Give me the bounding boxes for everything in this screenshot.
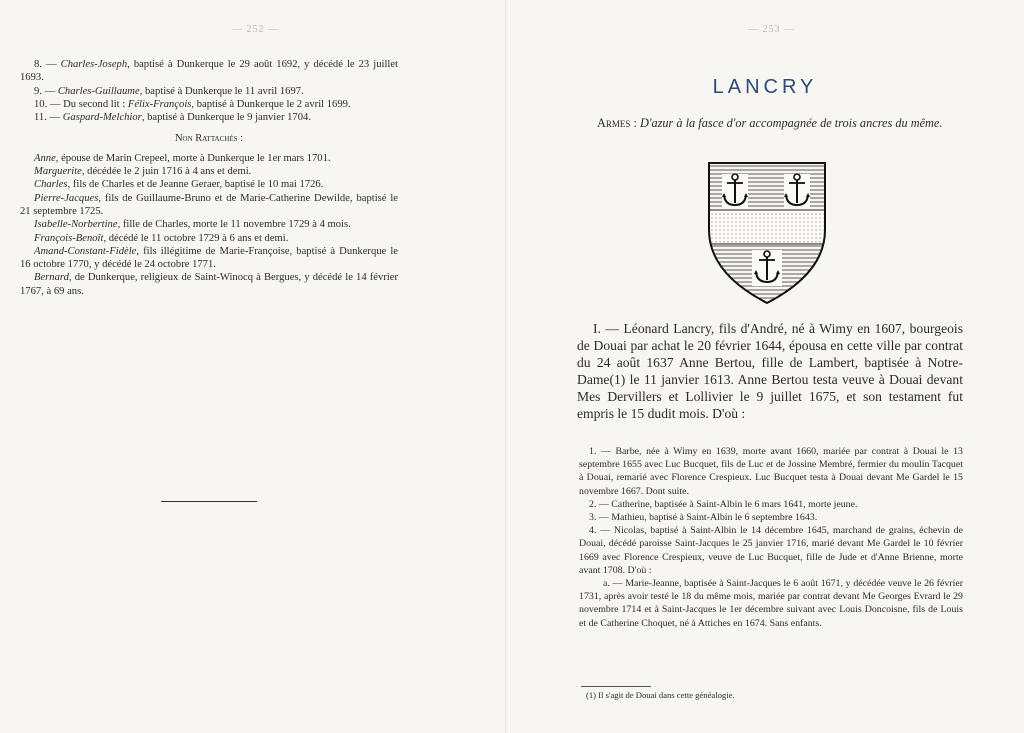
children-list: [579, 445, 963, 630]
armes-text: D'azur à la fasce d'or accompagnée de trois ancres du même.: [636, 116, 943, 130]
left-page: [0, 0, 506, 733]
entry-10: 10. — Du second lit : Félix-François, baptisé à Dunkerque le 2 avril 1699.: [34, 98, 351, 110]
nr-isabelle: Isabelle-Norbertine, fille de Charles, morte le 11 novembre 1729 à 4 mois.: [34, 219, 351, 231]
entry-8: 8. — Charles-Joseph, baptisé à Dunkerque le 29 août 1692, y décédé le 23 juillet 1693.: [20, 59, 398, 84]
family-title: LANCRY: [712, 76, 818, 98]
child-1: 1. — Barbe, née à Wimy en 1639, morte avant 1660, mariée par contrat à Douai le 13 septembre 1655 avec Luc Bucquet, fils de Luc et de Jossine Membré, fermier du moulin Tacquet à Douai, remarié avec Florence Crespieux. Luc Bucquet testa à Douai devant Me Gardel le 15 novembre 1667. Dont suite.: [579, 446, 963, 497]
nr-bernard: Bernard, de Dunkerque, religieux de Saint-Winocq à Bergues, y décédé le 14 février 1767, à 69 ans.: [20, 272, 398, 297]
coat-of-arms-shield-icon: [706, 160, 828, 306]
right-folio: — 253 —: [748, 24, 795, 35]
entry-9: 9. — Charles-Guillaume, baptisé à Dunkerque le 11 avril 1697.: [34, 85, 304, 97]
entry-11: 11. — Gaspard-Melchior, baptisé à Dunkerque le 9 janvier 1704.: [34, 112, 311, 124]
main-paragraph: I. — Léonard Lancry, fils d'André, né à Wimy en 1607, bourgeois de Douai par achat le 20 février 1644, épousa en cette ville par contrat du 24 août 1637 Anne Bertou, fille de Lambert, baptisée à Notre-Dame(1) le 11 janvier 1613. Anne Bertou testa veuve à Douai devant Mes Dervillers et Lollivier le 9 juillet 1675, et son testament fut empris le 15 dudit mois. D'où :: [577, 321, 963, 422]
nr-pierre-jacques: Pierre-Jacques, fils de Guillaume-Bruno et de Marie-Catherine Dewilde, baptisé le 21 septembre 1725.: [20, 192, 398, 217]
footnote-rule: [581, 686, 651, 687]
nr-charles: Charles, fils de Charles et de Jeanne Geraer, baptisé le 10 mai 1726.: [34, 179, 324, 191]
nr-amand: Amand-Constant-Fidèle, fils illégitime de Marie-Françoise, baptisé à Dunkerque le 16 octobre 1770, y décédé le 24 octobre 1771.: [20, 245, 398, 271]
child-2: 2. — Catherine, baptisée à Saint-Albin le 6 mars 1641, morte jeune.: [589, 498, 858, 510]
nr-marguerite: Marguerite, décédée le 2 juin 1716 à 4 ans et demi.: [34, 166, 252, 178]
sub-child-a: a. — Marie-Jeanne, baptisée à Saint-Jacques le 6 août 1671, y décédée veuve le 26 février 1731, après avoir testé le 18 du même mois, mariée par contrat devant Me Georges Evrard le 29 novembre 1714 et à Saint-Jacques le 1er décembre suivant avec Louis Doncoisne, fils de Louis et de Catherine Choquet, né à Attiches en 1674. Sans enfants.: [579, 578, 963, 629]
left-folio: — 252 —: [232, 24, 279, 35]
non-rattaches-heading: Non Rattachés :: [174, 133, 244, 145]
footnote: (1) Il s'agit de Douai dans cette généalogie.: [586, 690, 735, 700]
nr-francois-benoit: François-Benoît, décédé le 11 octobre 1729 à 6 ans et demi.: [34, 232, 289, 244]
armes-blazon: [597, 114, 962, 132]
child-4: 4. — Nicolas, baptisé à Saint-Albin le 14 décembre 1645, marchand de grains, échevin de Douai, décédé paroisse Saint-Jacques le 25 janvier 1716, marié devant Me Gardel le 10 février 1669 avec Florence Crespieux, veuve de Luc Bucquet, fille de Jude et d'Anne Brienne, morte avant 1708. D'où :: [579, 525, 963, 576]
section-end-rule: [161, 501, 257, 502]
right-page: [506, 0, 1024, 733]
child-3: 3. — Mathieu, baptisé à Saint-Albin le 6 septembre 1643.: [589, 512, 818, 524]
armes-label: Armes :: [597, 116, 637, 130]
nr-anne: Anne, épouse de Marin Crepeel, morte à Dunkerque le 1er mars 1701.: [34, 152, 331, 164]
left-entries: [20, 58, 398, 298]
